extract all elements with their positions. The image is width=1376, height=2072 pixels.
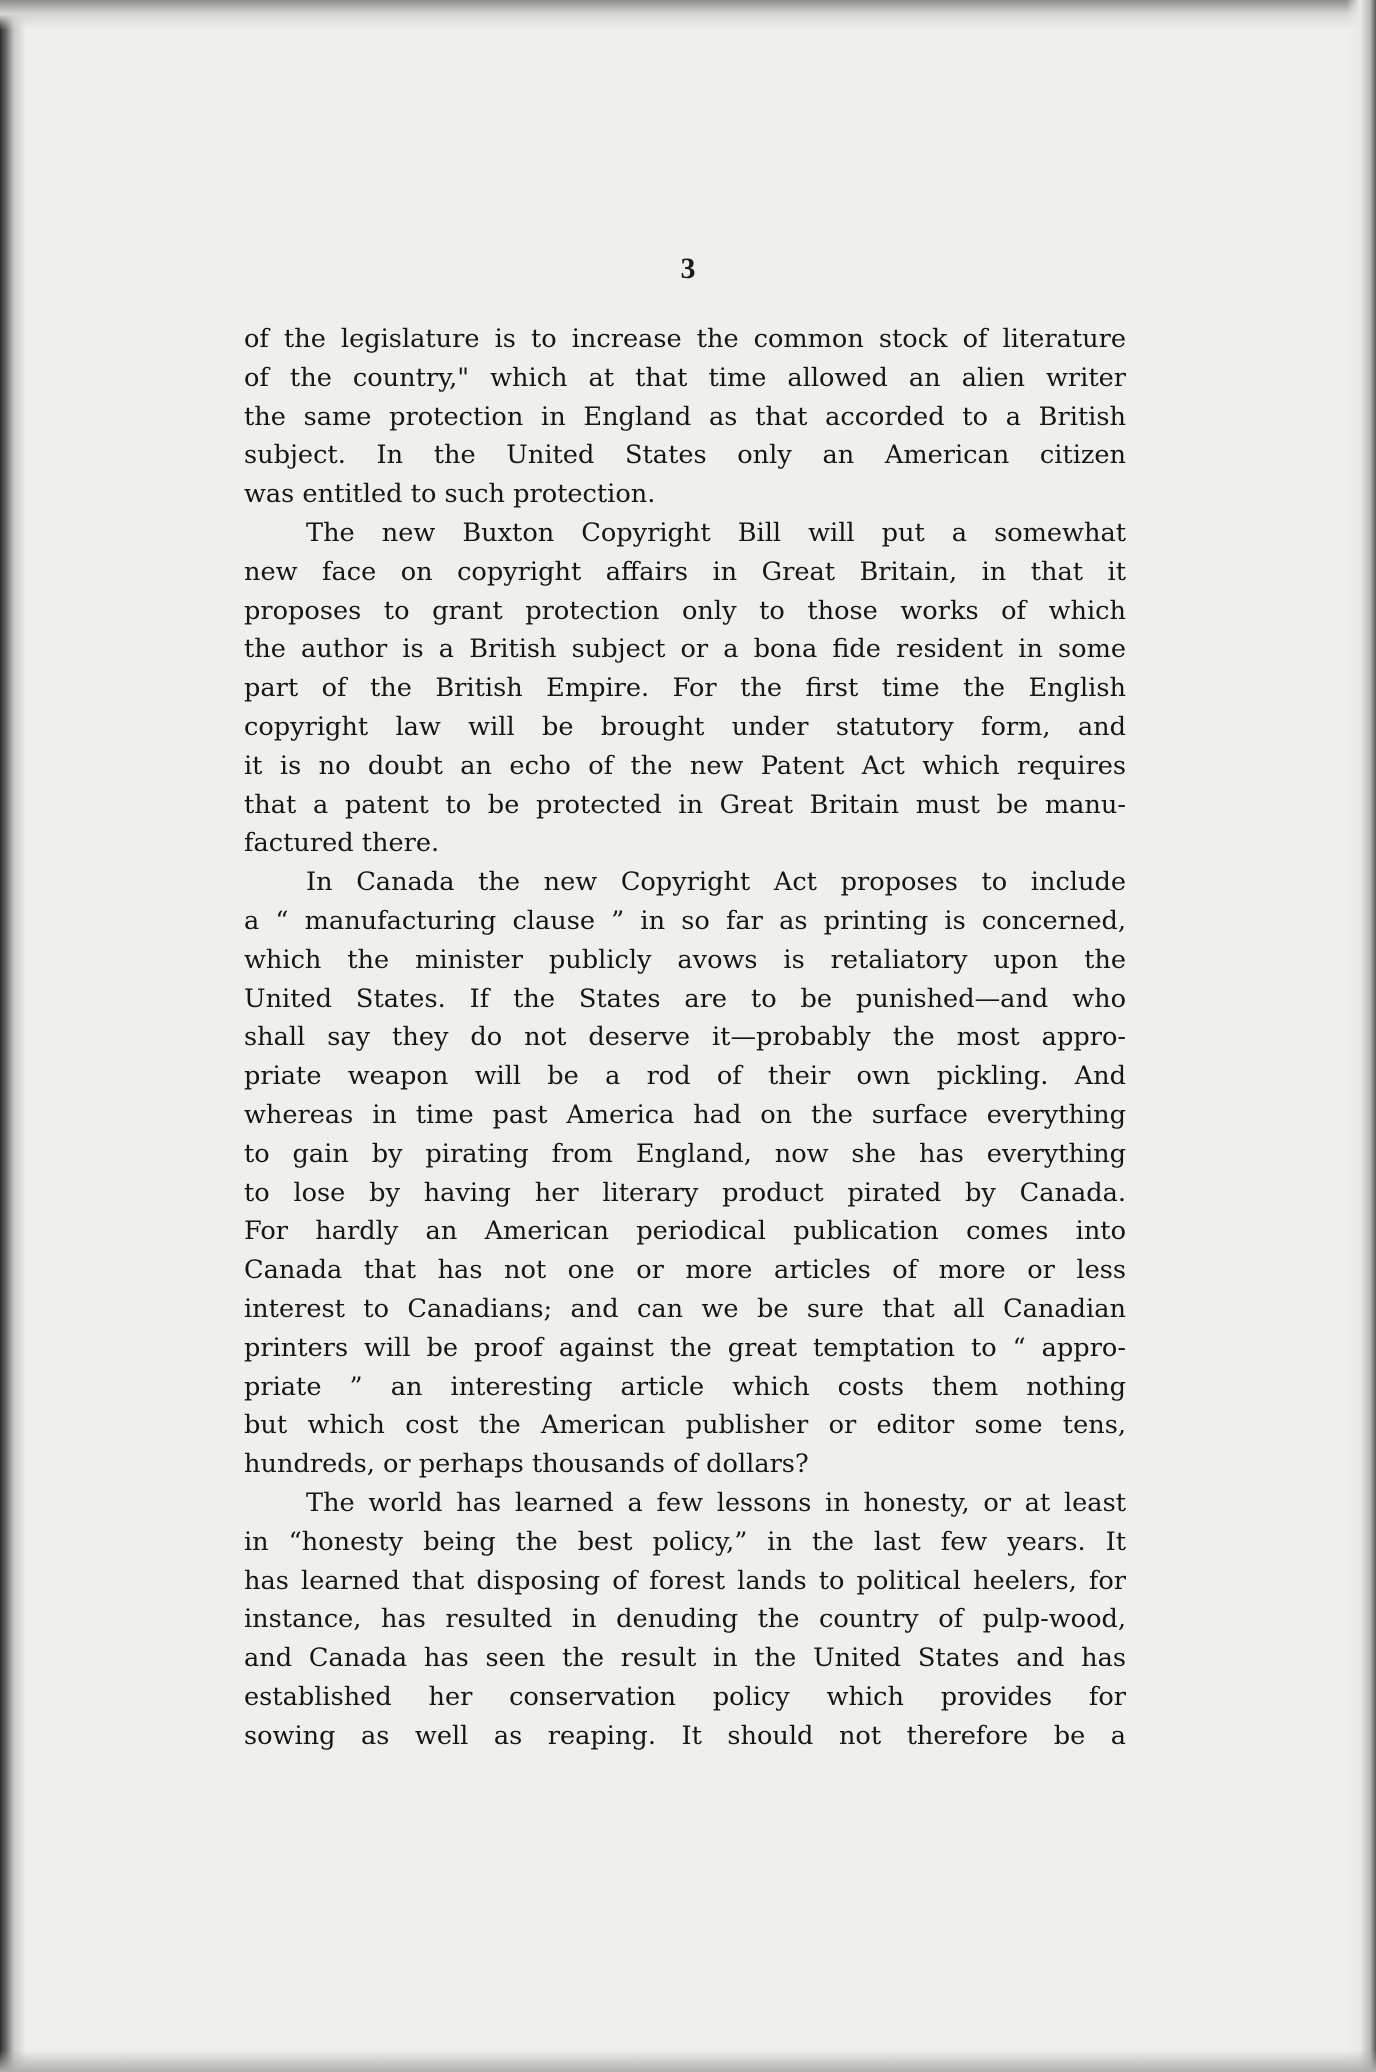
text-line: For hardly an American periodical publication comes into: [244, 1216, 1126, 1247]
text-line: Canada that has not one or more articles of more or less: [244, 1255, 1126, 1286]
text-line: United States. If the States are to be punished—and who: [244, 983, 1126, 1014]
text-line: In Canada the new Copyright Act proposes to include: [306, 867, 1126, 898]
text-line: of the country," which at that time allowed an alien writer: [244, 362, 1126, 393]
text-line: the same protection in England as that accorded to a British: [244, 401, 1126, 432]
text-line: part of the British Empire. For the first time the English: [244, 673, 1126, 704]
text-line: instance, has resulted in denuding the country of pulp-wood,: [244, 1604, 1126, 1635]
text-line: The new Buxton Copyright Bill will put a somewhat: [306, 517, 1126, 548]
paragraph: [244, 863, 1126, 1484]
right-edge-shadow: [1346, 0, 1376, 2072]
text-line: to gain by pirating from England, now she has everything: [244, 1138, 1126, 1169]
text-line: it is no doubt an echo of the new Patent Act which requires: [244, 750, 1126, 781]
bottom-edge-shadow: [0, 2050, 1376, 2072]
text-line: in “honesty being the best policy,” in the last few years. It: [244, 1526, 1126, 1557]
binding-shadow: [0, 0, 26, 2072]
text-line: the author is a British subject or a bona fide resident in some: [244, 634, 1126, 665]
page-number: 3: [680, 252, 696, 285]
text-line: whereas in time past America had on the surface everything: [244, 1099, 1126, 1130]
text-line: a “ manufacturing clause ” in so far as printing is concerned,: [244, 905, 1126, 936]
text-line: established her conservation policy which provides for: [244, 1681, 1126, 1712]
text-line: printers will be proof against the great temptation to “ appro-: [244, 1332, 1126, 1363]
text-line: interest to Canadians; and can we be sure that all Canadian: [244, 1293, 1126, 1324]
body-text: [244, 320, 1126, 1755]
paragraph: [244, 1484, 1126, 1756]
text-line: and Canada has seen the result in the United States and has: [244, 1643, 1126, 1674]
paragraph: [244, 320, 1126, 514]
top-edge-shadow: [0, 0, 1376, 30]
text-line: has learned that disposing of forest lands to political heelers, for: [244, 1565, 1126, 1596]
text-line: of the legislature is to increase the common stock of literature: [244, 324, 1126, 354]
text-line: priate ” an interesting article which costs them nothing: [244, 1371, 1126, 1402]
text-line: which the minister publicly avows is retaliatory upon the: [244, 944, 1126, 975]
text-line: new face on copyright affairs in Great Britain, in that it: [244, 556, 1126, 587]
text-line: sowing as well as reaping. It should not therefore be a: [244, 1720, 1126, 1751]
text-line: to lose by having her literary product pirated by Canada.: [244, 1177, 1126, 1208]
text-line: factured there.: [244, 828, 440, 859]
text-line: proposes to grant protection only to those works of which: [244, 595, 1126, 626]
text-line: was entitled to such protection.: [244, 479, 656, 510]
paragraph: [244, 514, 1126, 863]
text-line: that a patent to be protected in Great Britain must be manu-: [244, 789, 1126, 820]
text-line: shall say they do not deserve it—probably the most appro-: [244, 1022, 1126, 1053]
text-line: but which cost the American publisher or editor some tens,: [244, 1410, 1126, 1441]
text-line: The world has learned a few lessons in honesty, or at least: [306, 1487, 1126, 1518]
text-line: copyright law will be brought under statutory form, and: [244, 711, 1126, 742]
text-line: hundreds, or perhaps thousands of dollars?: [244, 1449, 809, 1480]
text-line: subject. In the United States only an American citizen: [244, 440, 1126, 471]
text-line: priate weapon will be a rod of their own pickling. And: [244, 1061, 1126, 1092]
